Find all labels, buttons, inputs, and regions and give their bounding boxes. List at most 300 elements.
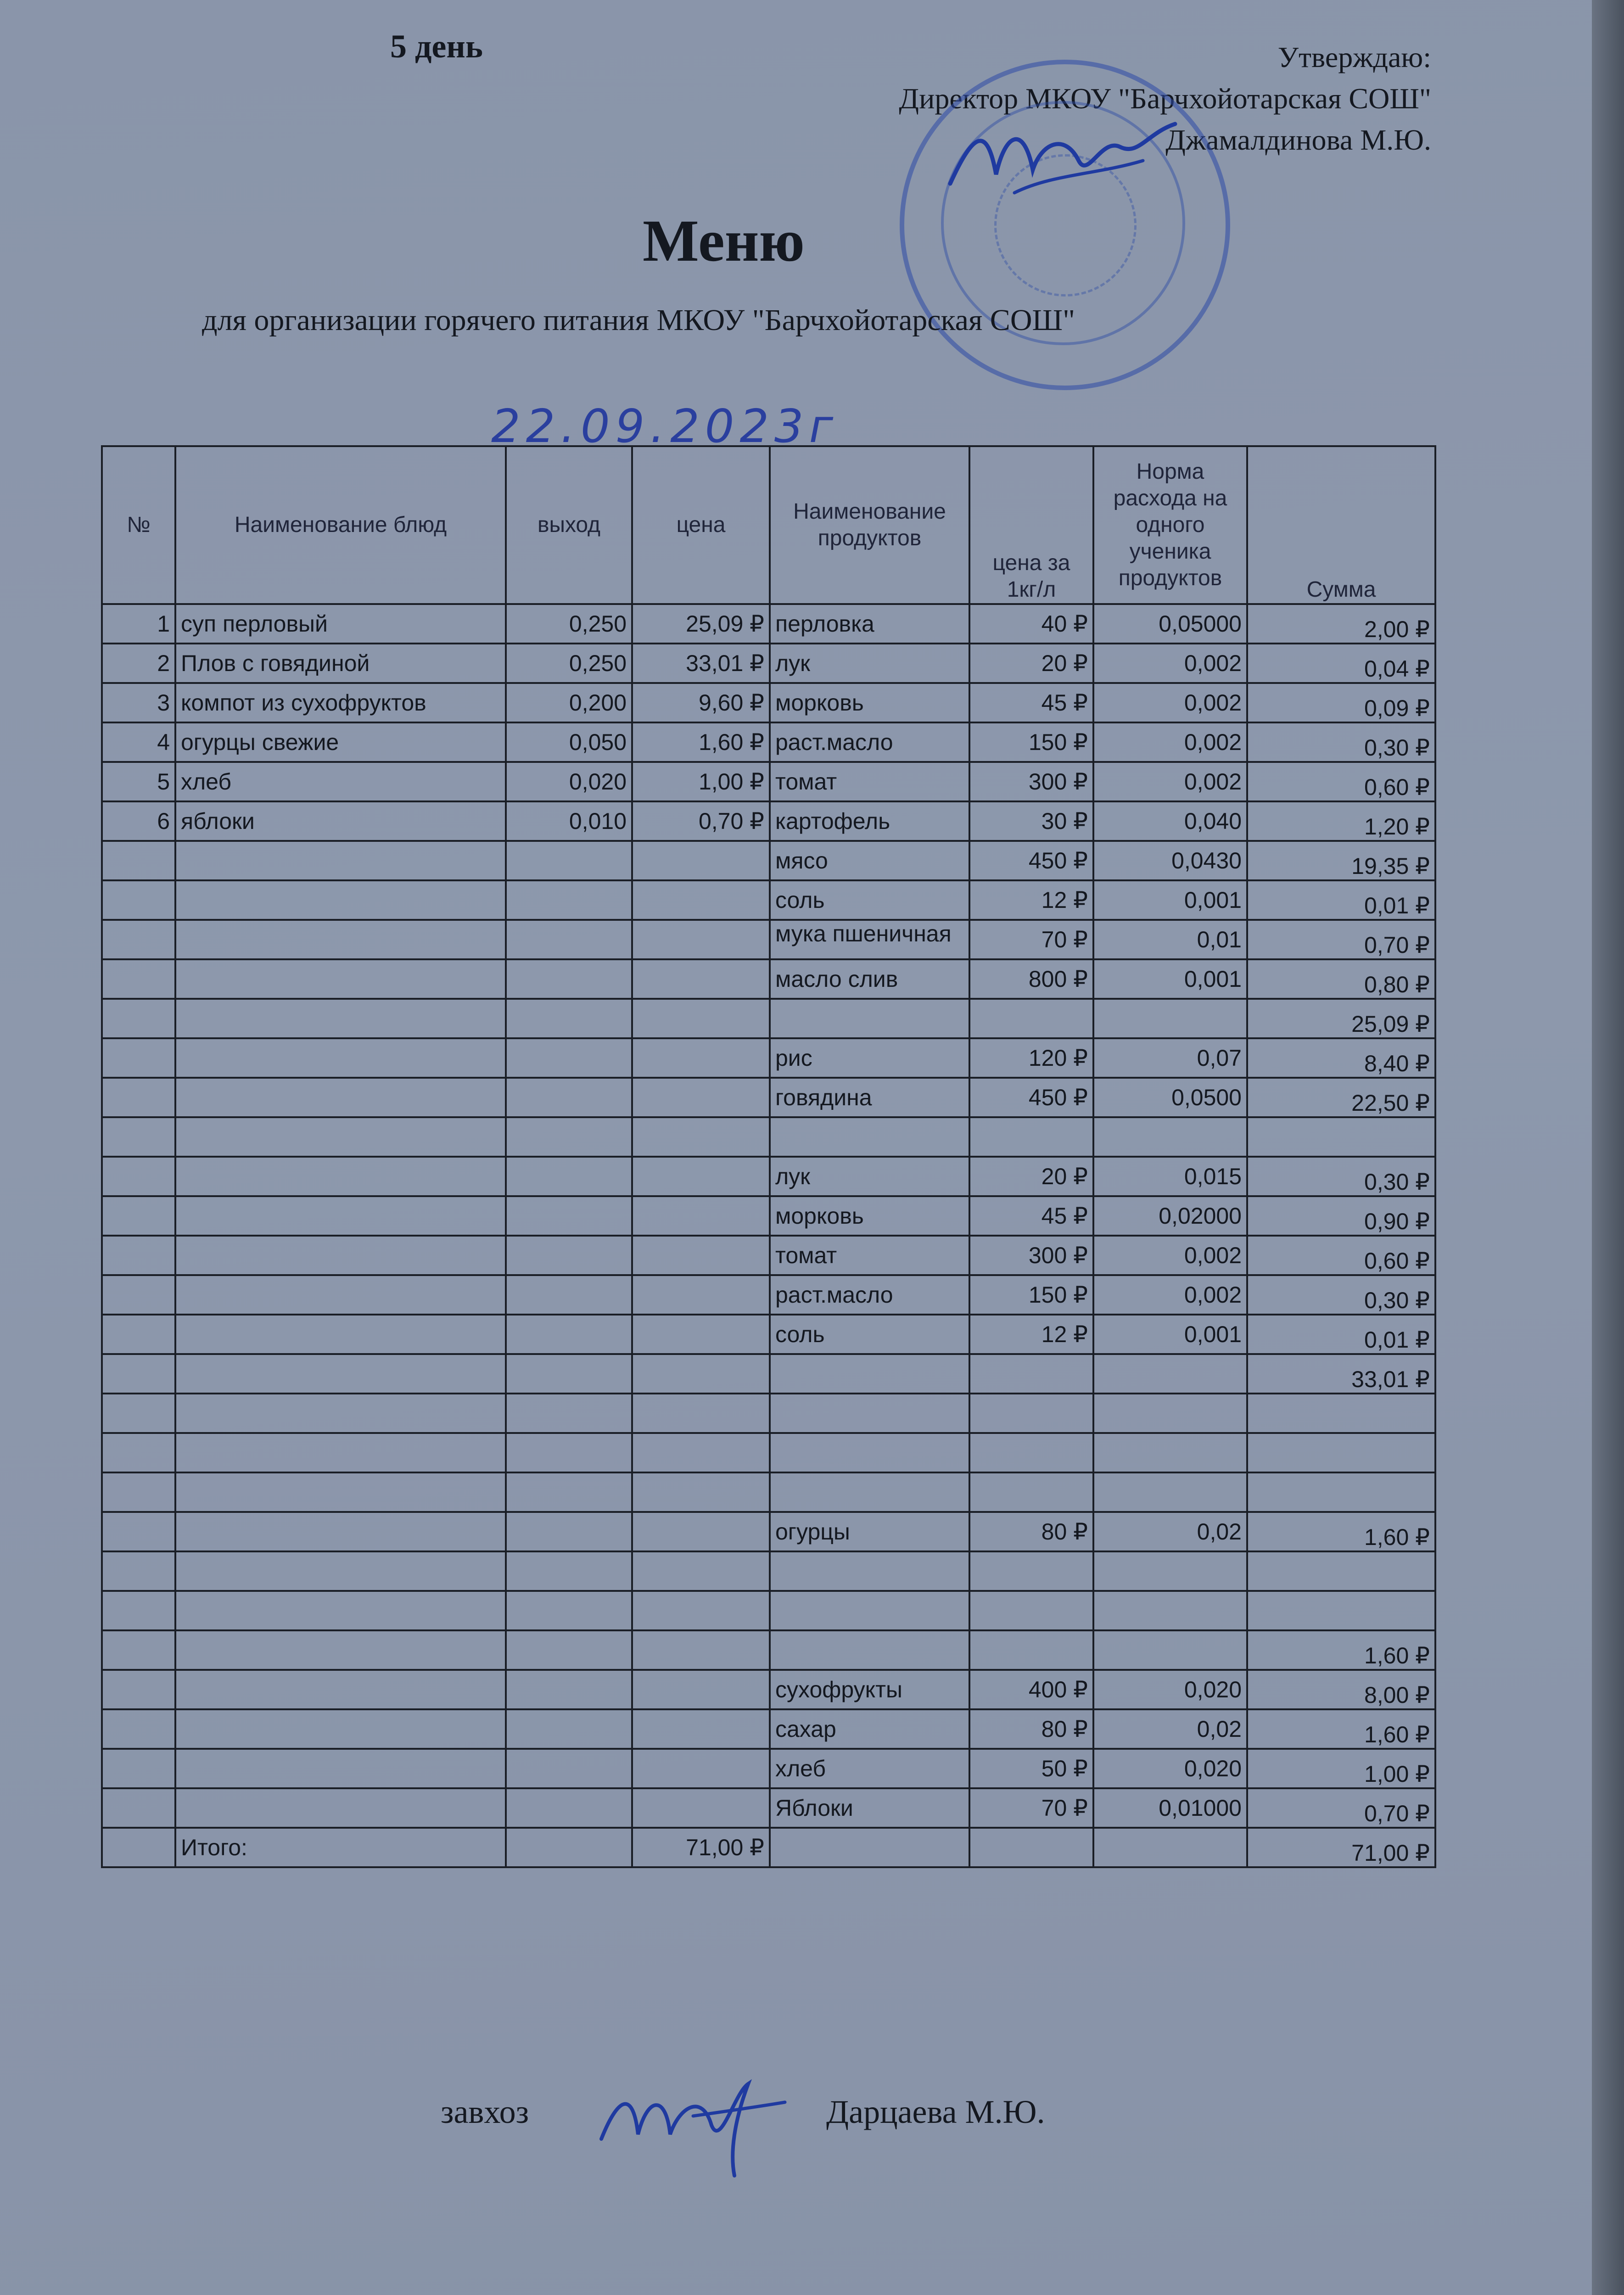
product-sum: 33,01 ₽	[1247, 1354, 1435, 1394]
product-sum: 0,80 ₽	[1247, 959, 1435, 999]
product-norm: 0,002	[1093, 1275, 1247, 1315]
product-sum	[1247, 1433, 1435, 1472]
dish-yield	[506, 1472, 632, 1512]
product-sum: 25,09 ₽	[1247, 999, 1435, 1038]
dish-price	[632, 1749, 770, 1788]
dish-price	[632, 1472, 770, 1512]
dish-price	[632, 1630, 770, 1670]
dish-name	[175, 1315, 506, 1354]
product-sum: 0,09 ₽	[1247, 683, 1435, 722]
dish-price	[632, 1275, 770, 1315]
product-name	[770, 1394, 969, 1433]
dish-yield	[506, 920, 632, 959]
total-empty-cell	[969, 1828, 1093, 1867]
dish-name	[175, 959, 506, 999]
product-name: рис	[770, 1038, 969, 1078]
product-price-per-kg: 800 ₽	[969, 959, 1093, 999]
dish-name	[175, 841, 506, 880]
row-number	[102, 1749, 175, 1788]
dish-price	[632, 880, 770, 920]
product-norm	[1093, 1472, 1247, 1512]
dish-yield	[506, 1236, 632, 1275]
dish-yield	[506, 1354, 632, 1394]
dish-name	[175, 999, 506, 1038]
storekeeper-signature	[597, 2066, 790, 2180]
col-header-yield: выход	[506, 446, 632, 604]
dish-name	[175, 1630, 506, 1670]
product-norm: 0,07	[1093, 1038, 1247, 1078]
row-number	[102, 1315, 175, 1354]
product-sum: 0,70 ₽	[1247, 920, 1435, 959]
dish-yield	[506, 1749, 632, 1788]
product-price-per-kg	[969, 1394, 1093, 1433]
col-header-norm: Норма расхода на одного ученика продуктов	[1093, 446, 1247, 604]
product-name: лук	[770, 1157, 969, 1196]
product-name: сахар	[770, 1709, 969, 1749]
dish-price	[632, 1709, 770, 1749]
product-name: раст.масло	[770, 1275, 969, 1315]
product-name: томат	[770, 1236, 969, 1275]
product-sum: 0,30 ₽	[1247, 1275, 1435, 1315]
product-norm	[1093, 1551, 1247, 1591]
product-price-per-kg	[969, 1551, 1093, 1591]
dish-yield	[506, 1275, 632, 1315]
product-sum: 1,60 ₽	[1247, 1512, 1435, 1551]
product-name: соль	[770, 880, 969, 920]
row-number: 3	[102, 683, 175, 722]
dish-yield	[506, 1394, 632, 1433]
product-price-per-kg	[969, 1433, 1093, 1472]
director-signature	[946, 106, 1184, 211]
row-number	[102, 1354, 175, 1394]
product-norm: 0,01	[1093, 920, 1247, 959]
dish-price	[632, 999, 770, 1038]
product-name	[770, 1354, 969, 1394]
col-header-number: №	[102, 446, 175, 604]
dish-name	[175, 1394, 506, 1433]
product-name: морковь	[770, 683, 969, 722]
product-price-per-kg: 30 ₽	[969, 801, 1093, 841]
dish-price	[632, 1788, 770, 1828]
dish-yield	[506, 1630, 632, 1670]
product-sum: 8,40 ₽	[1247, 1038, 1435, 1078]
page-edge-shadow	[1592, 0, 1624, 2295]
table-row	[102, 1236, 1435, 1275]
row-number	[102, 1275, 175, 1315]
product-price-per-kg: 450 ₽	[969, 1078, 1093, 1117]
table-row	[102, 1117, 1435, 1157]
product-name: масло слив	[770, 959, 969, 999]
product-sum: 1,60 ₽	[1247, 1630, 1435, 1670]
dish-price	[632, 1670, 770, 1709]
table-row	[102, 999, 1435, 1038]
dish-price: 33,01 ₽	[632, 644, 770, 683]
product-sum: 0,30 ₽	[1247, 1157, 1435, 1196]
row-number	[102, 920, 175, 959]
dish-yield: 0,020	[506, 762, 632, 801]
dish-price	[632, 1433, 770, 1472]
row-number	[102, 1788, 175, 1828]
product-sum	[1247, 1394, 1435, 1433]
dish-price	[632, 1591, 770, 1630]
row-number	[102, 1196, 175, 1236]
table-row	[102, 920, 1435, 959]
row-number: 5	[102, 762, 175, 801]
dish-yield	[506, 1196, 632, 1236]
dish-name: огурцы свежие	[175, 722, 506, 762]
dish-name	[175, 1038, 506, 1078]
product-sum: 1,20 ₽	[1247, 801, 1435, 841]
row-number	[102, 1630, 175, 1670]
menu-table	[101, 445, 1436, 1868]
row-number	[102, 1709, 175, 1749]
dish-yield	[506, 1117, 632, 1157]
row-number	[102, 1433, 175, 1472]
dish-price: 9,60 ₽	[632, 683, 770, 722]
product-price-per-kg	[969, 1591, 1093, 1630]
dish-name: Плов с говядиной	[175, 644, 506, 683]
dish-yield	[506, 841, 632, 880]
dish-price: 1,00 ₽	[632, 762, 770, 801]
day-label: 5 день	[390, 28, 483, 65]
product-norm: 0,02000	[1093, 1196, 1247, 1236]
col-header-price: цена	[632, 446, 770, 604]
product-norm: 0,020	[1093, 1670, 1247, 1709]
dish-name	[175, 880, 506, 920]
table-row	[102, 1157, 1435, 1196]
product-price-per-kg	[969, 1117, 1093, 1157]
product-name: мясо	[770, 841, 969, 880]
row-number	[102, 1157, 175, 1196]
row-number	[102, 959, 175, 999]
product-price-per-kg: 45 ₽	[969, 1196, 1093, 1236]
approval-line: Джамалдинова М.Ю.	[1165, 123, 1431, 156]
dish-price	[632, 1236, 770, 1275]
product-sum: 0,30 ₽	[1247, 722, 1435, 762]
product-norm: 0,0430	[1093, 841, 1247, 880]
product-sum: 2,00 ₽	[1247, 604, 1435, 644]
table-row	[102, 722, 1435, 762]
product-sum	[1247, 1591, 1435, 1630]
product-norm: 0,01000	[1093, 1788, 1247, 1828]
row-number	[102, 1472, 175, 1512]
product-price-per-kg: 450 ₽	[969, 841, 1093, 880]
table-row	[102, 1038, 1435, 1078]
product-price-per-kg: 80 ₽	[969, 1512, 1093, 1551]
product-price-per-kg: 12 ₽	[969, 880, 1093, 920]
product-price-per-kg: 70 ₽	[969, 1788, 1093, 1828]
row-number	[102, 1551, 175, 1591]
product-name: лук	[770, 644, 969, 683]
dish-yield	[506, 999, 632, 1038]
product-price-per-kg	[969, 1472, 1093, 1512]
dish-price	[632, 1078, 770, 1117]
product-norm: 0,020	[1093, 1749, 1247, 1788]
row-number	[102, 1394, 175, 1433]
table-row	[102, 683, 1435, 722]
product-sum: 1,60 ₽	[1247, 1709, 1435, 1749]
dish-yield	[506, 1433, 632, 1472]
footer-role: завхоз	[441, 2093, 529, 2130]
row-number: 2	[102, 644, 175, 683]
product-name: томат	[770, 762, 969, 801]
dish-yield	[506, 1315, 632, 1354]
dish-name: яблоки	[175, 801, 506, 841]
product-name: соль	[770, 1315, 969, 1354]
dish-yield	[506, 1788, 632, 1828]
product-price-per-kg	[969, 999, 1093, 1038]
dish-name: хлеб	[175, 762, 506, 801]
product-price-per-kg: 120 ₽	[969, 1038, 1093, 1078]
product-norm: 0,02	[1093, 1709, 1247, 1749]
page-title: Меню	[643, 208, 805, 274]
dish-name: компот из сухофруктов	[175, 683, 506, 722]
dish-price	[632, 1157, 770, 1196]
dish-name	[175, 1275, 506, 1315]
row-number	[102, 999, 175, 1038]
table-row	[102, 1394, 1435, 1433]
product-name: сухофрукты	[770, 1670, 969, 1709]
dish-name	[175, 1472, 506, 1512]
table-row	[102, 1275, 1435, 1315]
product-price-per-kg: 12 ₽	[969, 1315, 1093, 1354]
dish-name	[175, 1591, 506, 1630]
table-row	[102, 1315, 1435, 1354]
product-price-per-kg: 150 ₽	[969, 1275, 1093, 1315]
row-number	[102, 1670, 175, 1709]
product-norm	[1093, 1433, 1247, 1472]
table-header-row	[102, 446, 1435, 604]
dish-yield	[506, 1670, 632, 1709]
product-norm	[1093, 1117, 1247, 1157]
product-sum: 8,00 ₽	[1247, 1670, 1435, 1709]
col-header-dish: Наименование блюд	[175, 446, 506, 604]
approval-line: Директор МКОУ "Барчхойотарская СОШ"	[899, 82, 1431, 115]
product-norm: 0,001	[1093, 959, 1247, 999]
dish-yield	[506, 880, 632, 920]
product-norm	[1093, 1591, 1247, 1630]
dish-price	[632, 1117, 770, 1157]
total-price: 71,00 ₽	[632, 1828, 770, 1867]
product-norm: 0,02	[1093, 1512, 1247, 1551]
dish-yield	[506, 1157, 632, 1196]
dish-name: суп перловый	[175, 604, 506, 644]
product-sum: 19,35 ₽	[1247, 841, 1435, 880]
product-norm	[1093, 1394, 1247, 1433]
dish-price	[632, 1038, 770, 1078]
row-number	[102, 880, 175, 920]
product-norm: 0,0500	[1093, 1078, 1247, 1117]
table-row	[102, 1433, 1435, 1472]
table-row	[102, 801, 1435, 841]
dish-yield: 0,050	[506, 722, 632, 762]
dish-yield	[506, 1551, 632, 1591]
product-sum	[1247, 1472, 1435, 1512]
dish-name	[175, 1788, 506, 1828]
product-name: Яблоки	[770, 1788, 969, 1828]
product-norm: 0,002	[1093, 722, 1247, 762]
total-row	[102, 1828, 1435, 1867]
table-row	[102, 1670, 1435, 1709]
product-sum: 0,60 ₽	[1247, 762, 1435, 801]
product-norm	[1093, 999, 1247, 1038]
dish-price: 0,70 ₽	[632, 801, 770, 841]
product-sum: 0,01 ₽	[1247, 1315, 1435, 1354]
product-sum: 0,90 ₽	[1247, 1196, 1435, 1236]
dish-yield: 0,010	[506, 801, 632, 841]
product-price-per-kg: 50 ₽	[969, 1749, 1093, 1788]
dish-name	[175, 1078, 506, 1117]
table-row	[102, 1512, 1435, 1551]
dish-yield	[506, 1078, 632, 1117]
table-row	[102, 1078, 1435, 1117]
dish-name	[175, 1670, 506, 1709]
product-norm: 0,002	[1093, 644, 1247, 683]
product-norm: 0,001	[1093, 880, 1247, 920]
handwritten-date: 22.09.2023г	[491, 399, 839, 453]
product-sum: 0,60 ₽	[1247, 1236, 1435, 1275]
product-norm: 0,040	[1093, 801, 1247, 841]
dish-yield: 0,250	[506, 644, 632, 683]
dish-yield	[506, 1709, 632, 1749]
col-header-sum: Сумма	[1247, 446, 1435, 604]
product-sum: 0,04 ₽	[1247, 644, 1435, 683]
dish-name	[175, 1433, 506, 1472]
product-norm	[1093, 1354, 1247, 1394]
product-price-per-kg	[969, 1630, 1093, 1670]
row-number: 6	[102, 801, 175, 841]
product-price-per-kg: 300 ₽	[969, 762, 1093, 801]
table-row	[102, 1788, 1435, 1828]
table-row	[102, 841, 1435, 880]
product-price-per-kg: 20 ₽	[969, 644, 1093, 683]
col-header-product: Наименование продуктов	[770, 446, 969, 604]
table-row	[102, 1709, 1435, 1749]
dish-name	[175, 1236, 506, 1275]
dish-name	[175, 920, 506, 959]
table-row	[102, 1551, 1435, 1591]
dish-price: 25,09 ₽	[632, 604, 770, 644]
product-price-per-kg	[969, 1354, 1093, 1394]
dish-name	[175, 1709, 506, 1749]
table-row	[102, 1472, 1435, 1512]
product-norm: 0,015	[1093, 1157, 1247, 1196]
product-name	[770, 1591, 969, 1630]
product-name: раст.масло	[770, 722, 969, 762]
dish-price	[632, 920, 770, 959]
product-name: перловка	[770, 604, 969, 644]
product-name: морковь	[770, 1196, 969, 1236]
product-sum	[1247, 1551, 1435, 1591]
table-row	[102, 1591, 1435, 1630]
dish-yield: 0,250	[506, 604, 632, 644]
product-sum: 1,00 ₽	[1247, 1749, 1435, 1788]
page-subtitle: для организации горячего питания МКОУ "Барчхойотарская СОШ"	[202, 303, 1075, 337]
row-number	[102, 841, 175, 880]
dish-name	[175, 1117, 506, 1157]
total-empty-cell	[1093, 1828, 1247, 1867]
table-row	[102, 1196, 1435, 1236]
product-norm	[1093, 1630, 1247, 1670]
row-number: 1	[102, 604, 175, 644]
product-price-per-kg: 20 ₽	[969, 1157, 1093, 1196]
dish-yield	[506, 1512, 632, 1551]
approval-line: Утверждаю:	[1277, 41, 1431, 73]
dish-yield: 0,200	[506, 683, 632, 722]
dish-name	[175, 1749, 506, 1788]
table-row	[102, 604, 1435, 644]
product-price-per-kg: 400 ₽	[969, 1670, 1093, 1709]
product-norm: 0,05000	[1093, 604, 1247, 644]
product-norm: 0,002	[1093, 683, 1247, 722]
product-name	[770, 1551, 969, 1591]
product-name: хлеб	[770, 1749, 969, 1788]
product-price-per-kg: 40 ₽	[969, 604, 1093, 644]
total-empty-cell	[770, 1828, 969, 1867]
product-name	[770, 1472, 969, 1512]
product-name: огурцы	[770, 1512, 969, 1551]
total-empty-cell	[506, 1828, 632, 1867]
table-row	[102, 762, 1435, 801]
product-name: картофель	[770, 801, 969, 841]
product-sum: 0,70 ₽	[1247, 1788, 1435, 1828]
dish-yield	[506, 959, 632, 999]
table-row	[102, 880, 1435, 920]
dish-name	[175, 1512, 506, 1551]
row-number	[102, 1591, 175, 1630]
table-row	[102, 1749, 1435, 1788]
row-number	[102, 1512, 175, 1551]
dish-name	[175, 1157, 506, 1196]
dish-name	[175, 1551, 506, 1591]
product-price-per-kg: 45 ₽	[969, 683, 1093, 722]
product-price-per-kg: 150 ₽	[969, 722, 1093, 762]
dish-price	[632, 1512, 770, 1551]
product-name	[770, 1433, 969, 1472]
dish-price: 1,60 ₽	[632, 722, 770, 762]
table-row	[102, 1354, 1435, 1394]
product-price-per-kg: 70 ₽	[969, 920, 1093, 959]
product-name	[770, 1630, 969, 1670]
dish-price	[632, 1354, 770, 1394]
dish-price	[632, 841, 770, 880]
table-body	[102, 604, 1435, 1828]
col-header-price-per-kg: цена за 1кг/л	[969, 446, 1093, 604]
dish-name	[175, 1196, 506, 1236]
dish-price	[632, 1394, 770, 1433]
product-price-per-kg: 300 ₽	[969, 1236, 1093, 1275]
row-number	[102, 1117, 175, 1157]
dish-yield	[506, 1591, 632, 1630]
product-name	[770, 999, 969, 1038]
table-row	[102, 1630, 1435, 1670]
table-row	[102, 644, 1435, 683]
product-norm: 0,002	[1093, 762, 1247, 801]
product-sum: 22,50 ₽	[1247, 1078, 1435, 1117]
row-number	[102, 1078, 175, 1117]
dish-price	[632, 1315, 770, 1354]
dish-price	[632, 959, 770, 999]
row-number: 4	[102, 722, 175, 762]
product-sum: 0,01 ₽	[1247, 880, 1435, 920]
row-number	[102, 1236, 175, 1275]
row-number	[102, 1038, 175, 1078]
table-row	[102, 959, 1435, 999]
dish-price	[632, 1551, 770, 1591]
product-norm: 0,002	[1093, 1236, 1247, 1275]
product-price-per-kg: 80 ₽	[969, 1709, 1093, 1749]
total-empty-cell	[102, 1828, 175, 1867]
